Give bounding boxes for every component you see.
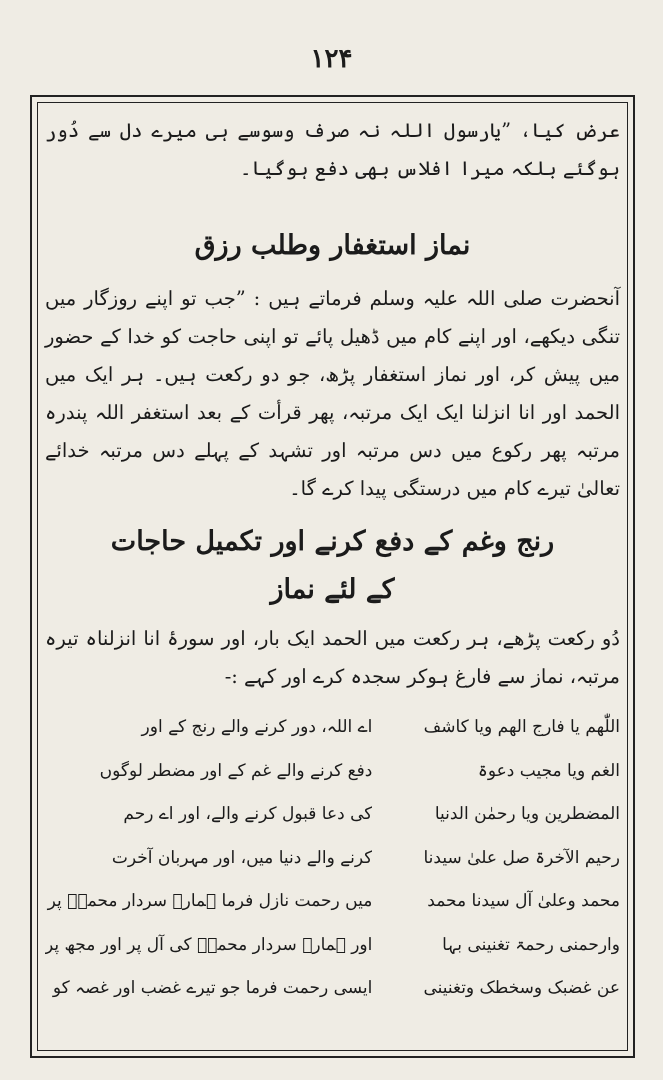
page-number: ۱۲۴ bbox=[310, 44, 353, 74]
arabic-line: المضطرین ویا رحمٰن الدنیا bbox=[434, 804, 620, 824]
section1-title: نماز استغفار وطلب رزق bbox=[194, 230, 471, 261]
intro-paragraph: عرض کیا، ”یارسول اللہ نہ صرف وسوسے ہی میرے دل سے دُور ہوگئے بلکہ میرا افلاس بھی دفع ہوگیا۔ bbox=[45, 119, 620, 180]
arabic-line: رحیم الآخرۃ صل علیٰ سیدنا bbox=[423, 847, 620, 868]
urdu-line: میں رحمت نازل فرما ہمارے سردار محمدؐ پر bbox=[47, 891, 373, 911]
urdu-translation-column bbox=[45, 706, 372, 1011]
section2-title-line2: کے لئے نماز bbox=[270, 574, 395, 605]
page-content bbox=[45, 112, 620, 1011]
arabic-line: اللّٰھم یا فارج الھم ویا کاشف bbox=[423, 717, 620, 737]
section2-body: دُو رکعت پڑھے، ہر رکعت میں الحمد ایک بار، اور سورۂ انا انزلناہ تیرہ مرتبہ، نماز سے فارغ ہوکر سجدہ کرے اور کہے :- bbox=[45, 627, 620, 688]
dua-columns bbox=[45, 706, 620, 1011]
urdu-line: دفع کرنے والے غم کے اور مضطر لوگوں bbox=[99, 760, 373, 781]
arabic-dua-column bbox=[390, 706, 620, 1011]
section2-title-line1: رنج وغم کے دفع کرنے اور تکمیل حاجات bbox=[110, 526, 555, 557]
arabic-line: محمد وعلیٰ آل سیدنا محمد bbox=[427, 891, 620, 911]
arabic-line: الغم ویا مجیب دعوۃ bbox=[477, 760, 620, 781]
urdu-line: کرنے والے دنیا میں، اور مہربان آخرت bbox=[111, 847, 373, 868]
section1-body: آنحضرت صلی اللہ علیہ وسلم فرماتے ہیں : ”جب تو اپنے روزگار میں تنگی دیکھے، اور اپنے کام میں ڈھیل پائے تو اپنی حاجت کو خدا کے حضور میں پیش کر، اور نماز استغفار پڑھ، جو دو رکعت ہیں۔ ہر ایک میں الحمد اور انا انزلنا ایک ایک مرتبہ، پھر قرأت کے بعد استغفر اللہ پندرہ مرتبہ پھر رکوع میں دس مرتبہ اور تشہد کے پہلے دس مرتبہ خدائے تعالیٰ تیرے کام میں درستگی پیدا کرے گا۔ bbox=[45, 287, 620, 500]
urdu-line: ایسی رحمت فرما جو تیرے غضب اور غصہ کو bbox=[52, 978, 373, 998]
arabic-line: عن غضبک وسخطک وتغنینی bbox=[423, 978, 620, 998]
arabic-line: وارحمنی رحمۃ تغنینی بہا bbox=[442, 934, 620, 955]
urdu-line: کی دعا قبول کرنے والے، اور اے رحم bbox=[123, 804, 373, 824]
urdu-line: اے اللہ، دور کرنے والے رنج کے اور bbox=[141, 717, 373, 737]
urdu-line: اور ہمارے سردار محمدؐ کی آل پر اور مجھ پر bbox=[45, 934, 373, 955]
